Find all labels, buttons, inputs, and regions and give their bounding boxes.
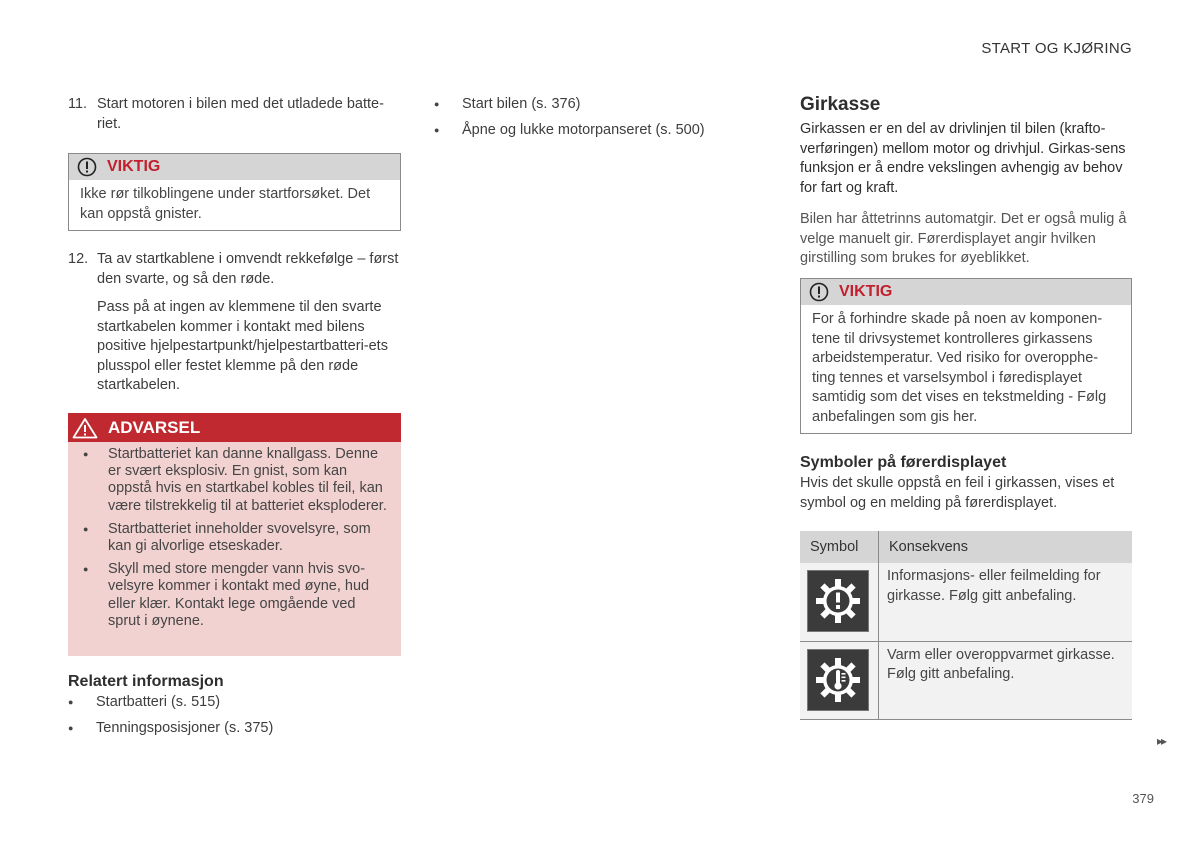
step-number: 12. — [68, 251, 89, 267]
exclamation-circle-icon — [77, 157, 97, 177]
exclamation-circle-icon — [809, 282, 829, 302]
section-header: START OG KJØRING — [981, 40, 1132, 57]
step-11 — [68, 95, 401, 134]
symbol-cell — [800, 641, 879, 719]
related-list — [68, 693, 401, 744]
subsection-text: Hvis det skulle oppstå en feil i girkassen, vises et symbol og en melding på førerdisplayet. — [800, 475, 1115, 511]
warning-item: ● Startbatteriet inneholder svovelsyre, som kan gi alvorlige etseskader. — [78, 521, 391, 555]
intro-paragraph: Girkassen er en del av drivlinjen til bilen (krafto-verføringen) mellom motor og drivhjul. Girkas-sens funksjon er å endre vekslingen avhengig av behov for fart og kraft. — [800, 121, 1126, 196]
related-heading: Relatert informasjon — [68, 673, 224, 690]
warning-triangle-icon — [72, 417, 98, 439]
gear-thermometer-icon — [807, 649, 869, 711]
column-header-symbol: Symbol — [800, 531, 879, 563]
section-heading: Girkasse — [800, 94, 881, 115]
step-text: Ta av startkablene i omvendt rekkefølge – først den svarte, og så den røde. — [97, 251, 399, 287]
important-header — [801, 279, 1131, 305]
table-row — [800, 641, 1132, 719]
important-label: VIKTIG — [839, 283, 893, 300]
warning-item: ● Startbatteriet kan danne knallgass. Denne er svært eksplosiv. En gnist, som kan oppstå hvis en startkabel kobles til feil, kan være tilstrekkelig til at batteriet eksploderer. — [78, 446, 391, 515]
important-text: For å forhindre skade på noen av komponen-tene til drivsystemet kontrolleres girkassens arbeidstemperatur. Ved risiko for overopphe-ting tennes et varselsymbol i føredisplayet samtidig som det vises en tekstmelding - Følg anbefalingen som gis her. — [812, 311, 1107, 425]
body-paragraph: Bilen har åttetrinns automatgir. Det er også mulig å velge manuelt gir. Førerdisplayet angir hvilken girstilling som brukes for øyeblikket. — [800, 211, 1127, 266]
related-link-motorpanser[interactable]: ● Åpne og lukke motorpanseret (s. 500) — [434, 121, 754, 141]
consequence-cell: Varm eller overoppvarmet girkasse. Følg gitt anbefaling. — [879, 641, 1133, 719]
important-label: VIKTIG — [107, 158, 161, 175]
gear-exclamation-icon — [807, 570, 869, 632]
column-header-konsekvens: Konsekvens — [879, 531, 1133, 563]
subsection-heading: Symboler på førerdisplayet — [800, 454, 1007, 471]
important-notice-2 — [800, 278, 1132, 434]
step-number: 11. — [68, 96, 88, 112]
symbol-table — [800, 531, 1132, 720]
important-text: Ikke rør tilkoblingene under startforsøket. Det kan oppstå gnister. — [80, 186, 371, 222]
step-text: Start motoren i bilen med det utladede batte-riet. — [97, 96, 384, 132]
warning-list — [68, 442, 401, 646]
table-row — [800, 563, 1132, 641]
page-number: 379 — [1132, 791, 1154, 806]
step-12 — [68, 250, 401, 289]
step-12-paragraph: Pass på at ingen av klemmene til den svarte startkabelen kommer i kontakt med bilens positive hjelpestartpunkt/hjelpestartbatteri-ets plusspol eller festet klemme på den røde startkabelen. — [97, 299, 388, 393]
important-header — [69, 154, 400, 180]
related-link-tenningsposisjoner[interactable]: ● Tenningsposisjoner (s. 375) — [68, 719, 401, 739]
table-header-row — [800, 531, 1132, 563]
warning-box — [68, 413, 401, 656]
warning-label: ADVARSEL — [108, 417, 201, 437]
related-list-continued — [434, 95, 754, 146]
related-link-startbatteri[interactable]: ● Startbatteri (s. 515) — [68, 693, 401, 713]
symbol-cell — [800, 563, 879, 641]
warning-header — [68, 413, 401, 442]
consequence-cell: Informasjons- eller feilmelding for girkasse. Følg gitt anbefaling. — [879, 563, 1133, 641]
continue-arrows-icon: ▸▸ — [1156, 734, 1165, 748]
important-notice — [68, 153, 401, 231]
related-link-start-bilen[interactable]: ● Start bilen (s. 376) — [434, 95, 754, 115]
warning-item: ● Skyll med store mengder vann hvis svo-velsyre kommer i kontakt med øyne, hud eller klær. Kontakt lege omgående ved sprut i øynene. — [78, 561, 391, 630]
